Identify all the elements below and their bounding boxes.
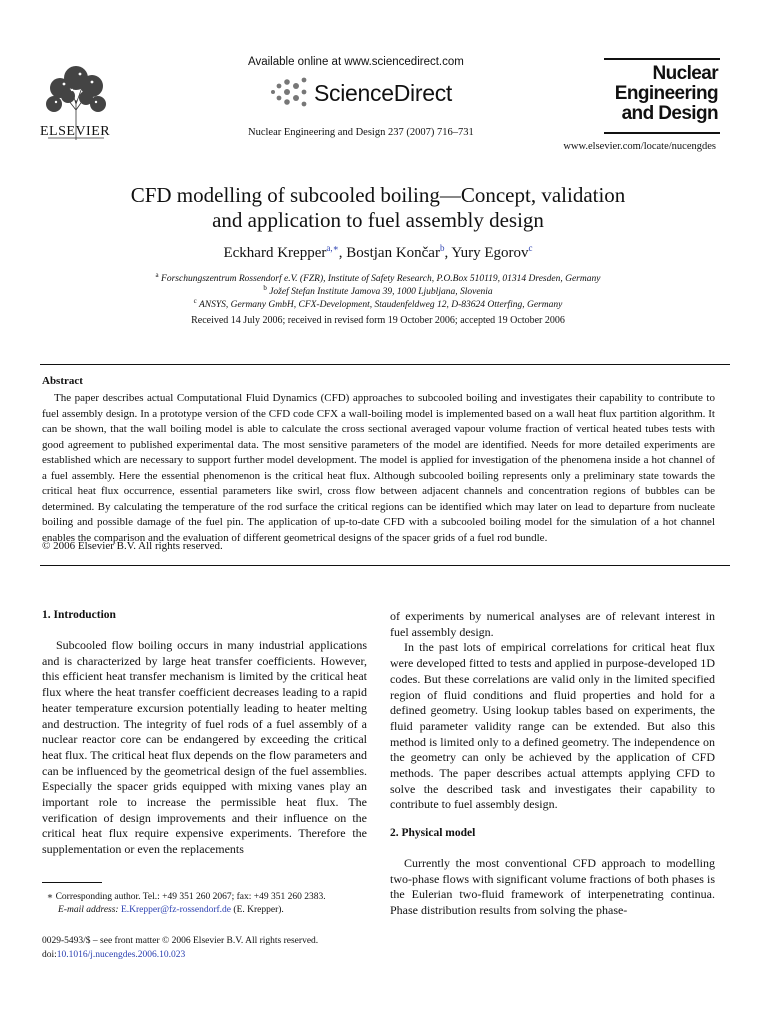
author-list: Eckhard Krepper$^{a,∗}$, Bostjan Končar$^b$, Yury Egorov$^c$ bbox=[223, 243, 533, 261]
author-name: Yury Egorov bbox=[451, 245, 529, 261]
author-name: Bostjan Končar bbox=[346, 245, 440, 261]
divider bbox=[40, 565, 730, 566]
journal-brand-line-2: Engineering bbox=[614, 83, 718, 104]
author-affil-link[interactable]: a,∗ bbox=[326, 243, 339, 253]
article-title bbox=[60, 183, 696, 233]
affiliation bbox=[60, 297, 696, 310]
author-name: Eckhard Krepper bbox=[223, 245, 327, 261]
corresponding-author-note bbox=[42, 891, 326, 904]
footnote bbox=[42, 891, 326, 917]
right-column-text-2 bbox=[390, 856, 715, 919]
received-dates: Received 14 July 2006; received in revised form 19 October 2006; accepted 19 October 2006 bbox=[191, 315, 565, 326]
brand-rule-top bbox=[604, 58, 720, 60]
right-column-text bbox=[390, 609, 715, 813]
affiliation-marker: a bbox=[155, 271, 159, 279]
email-suffix: (E. Krepper). bbox=[233, 905, 284, 915]
publisher-name: ELSEVIER bbox=[40, 124, 111, 139]
journal-citation: Nuclear Engineering and Design 237 (2007) 716–731 bbox=[248, 127, 474, 138]
doi-link[interactable]: 10.1016/j.nucengdes.2006.10.023 bbox=[56, 950, 186, 960]
section-heading-introduction: 1. Introduction bbox=[42, 609, 116, 621]
abstract-copyright: © 2006 Elsevier B.V. All rights reserved. bbox=[42, 540, 223, 552]
abstract-text: The paper describes actual Computational Fluid Dynamics (CFD) approaches to subcooled boiling and investigates their capability to contribute to fuel assembly design. In a prototype version of the CFD code CFX a wall-boiling model is implemented based on a wall heat flux partition algorithm. It can be shown, that the wall boiling model is able to calculate the cross sectional averaged vapour volume fraction of vertical heated tubes tests with good agreement to published experimental data. The most sensitive parameters of the model are identified. Needs for more detailed experiments are established which are necessary to support further model development. The model is applied for investigation of the phenomena inside a hot channel of a fuel assembly. Here the essential phenomenon is the critical heat flux. Although subcooled boiling represents only a preliminary state towards the critical heat flux occurrence, essential parameters like swirl, cross flow between adjacent channels and concentration regions of bubbles can be determined. By calculating the temperature of the rod surface the critical regions can be identified which may later on lead to departure from nucleate boiling and possible damage of the fuel pin. The application of up-to-date CFD with a subcooled boiling model for the simulation of a hot channel enables the comparison and the evaluation of different geometrical designs of the spacer grids of a fuel rod bundle. bbox=[42, 392, 715, 544]
journal-brand-line-1: Nuclear bbox=[652, 63, 718, 84]
doi-line bbox=[42, 948, 318, 962]
divider bbox=[40, 364, 730, 365]
affiliation-text: Forschungszentrum Rossendorf e.V. (FZR), Institute of Safety Research, P.O.Box 510119, 01314 Dresden, Germany bbox=[161, 274, 601, 284]
author-affil-link[interactable]: b bbox=[439, 243, 445, 253]
brand-rule-bottom bbox=[604, 132, 720, 134]
email-label: E-mail address: bbox=[58, 905, 119, 915]
section-heading-physical-model: 2. Physical model bbox=[390, 827, 476, 839]
paragraph: Subcooled flow boiling occurs in many industrial applications and is characterized by large heat transfer coefficients. However, this efficient heat transfer mechanism is limited by the critical heat flux where the heat transfer coefficient decreases leading to a rapid heater temperature excursion potentially leading to heater melting and destruction. The integrity of fuel rods of a fuel assembly of a nuclear reactor core can be endangered by exceeding the critical heat flux. The critical heat flux depends on the flow parameters and can be influenced by the geometrical design of the fuel assemblies. Especially the spacer grids equipped with mixing vanes play an important role to increase the permissible heat flux. The verification of design improvements and their influence on the critical heat flux require expensive experiments. Therefore the supplementation or even the replacements bbox=[42, 638, 367, 857]
title-line-2: and application to fuel assembly design bbox=[212, 208, 544, 232]
front-matter bbox=[42, 934, 318, 962]
affiliation-text: ANSYS, Germany GmbH, CFX-Development, Staudenfeldweg 12, D-83624 Otterfing, Germany bbox=[199, 300, 563, 310]
journal-url[interactable]: www.elsevier.com/locate/nucengdes bbox=[563, 141, 716, 152]
journal-brand-line-3: and Design bbox=[621, 103, 718, 124]
affiliation bbox=[60, 284, 696, 297]
journal-brand bbox=[606, 64, 718, 124]
corresponding-author-text: Corresponding author. Tel.: +49 351 260 2067; fax: +49 351 260 2383. bbox=[55, 892, 326, 902]
email-line bbox=[42, 904, 326, 917]
paragraph: Currently the most conventional CFD approach to modelling two-phase flows with significant volume fractions of both phases is the Eulerian two-fluid framework of interpenetrating continua. Phase distribution results from solving the phase- bbox=[390, 856, 715, 918]
paragraph-continuation: of experiments by numerical analyses are of relevant interest in fuel assembly design. bbox=[390, 609, 715, 639]
footnote-rule bbox=[42, 882, 102, 883]
affiliation-text: Jožef Stefan Institute Jamova 39, 1000 Ljubljana, Slovenia bbox=[269, 287, 493, 297]
available-online-text[interactable]: Available online at www.sciencedirect.com bbox=[248, 56, 464, 68]
affiliation-marker: b bbox=[263, 284, 267, 292]
author-affil-link[interactable]: c bbox=[528, 243, 533, 253]
affiliation-marker: c bbox=[193, 297, 197, 305]
sciencedirect-wordmark[interactable]: ScienceDirect bbox=[314, 80, 452, 106]
left-column-text bbox=[42, 638, 367, 858]
doi-label: doi: bbox=[42, 950, 57, 960]
title-line-1: CFD modelling of subcooled boiling—Concept, validation bbox=[130, 183, 626, 207]
issn-line: 0029-5493/$ – see front matter © 2006 Elsevier B.V. All rights reserved. bbox=[42, 936, 319, 946]
affiliation bbox=[60, 271, 696, 284]
footnote-marker: ∗ bbox=[46, 892, 54, 902]
abstract-heading: Abstract bbox=[42, 375, 83, 387]
paragraph: In the past lots of empirical correlations for critical heat flux were developed fitted to tests and applied in purpose-developed 1D codes. But these correlations are valid only in the limited specified region of fluid conditions and fluid properties and hold for a defined geometry. Using lookup tables based on experiments, the fluid parameter validity range can be extended. But also this method is limited only to a defined geometry. The independence on the geometry can only be achieved by the application of CFD methods. The paper describes actual attempts applying CFD to solve the described task and investigates their capability to contribute to fuel assembly design. bbox=[390, 640, 715, 812]
email-link[interactable]: E.Krepper@fz-rossendorf.de bbox=[120, 905, 232, 915]
